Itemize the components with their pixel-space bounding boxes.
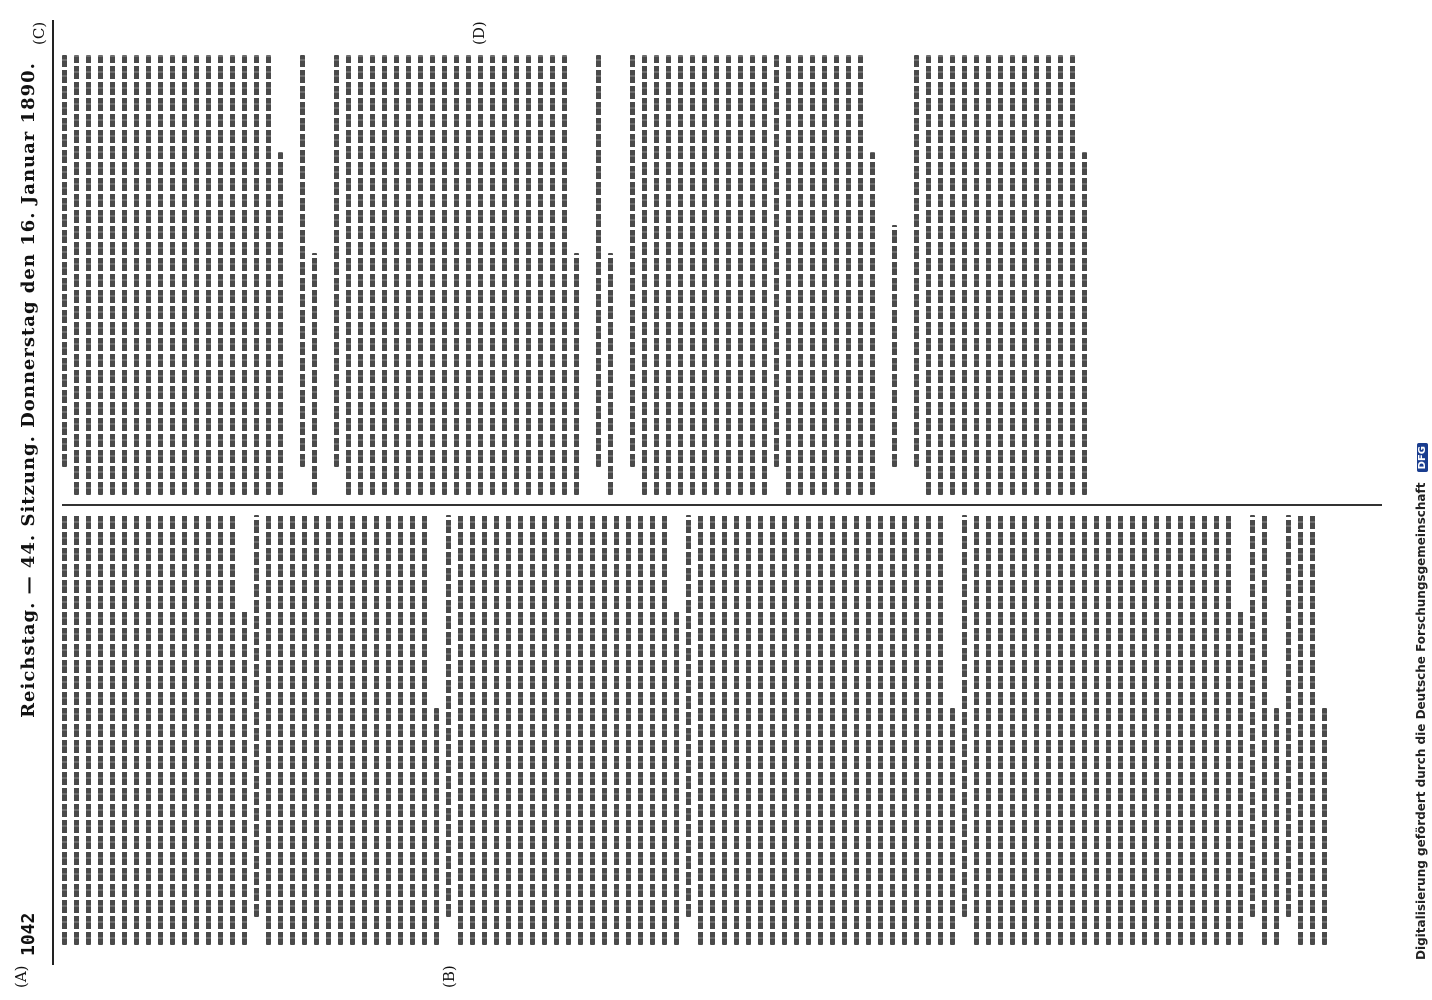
dfg-logo: DFG	[1417, 443, 1428, 472]
column-divider	[62, 504, 1382, 506]
margin-marker-d: (D)	[470, 21, 488, 45]
right-column-text	[62, 55, 1362, 495]
page-header	[18, 0, 48, 1000]
margin-marker-c: (C)	[30, 21, 48, 45]
digitization-footer	[1414, 443, 1428, 960]
running-title: Reichstag. — 44. Sitzung. Donnerstag den 16. Januar 1890.	[18, 62, 39, 718]
margin-marker-b: (B)	[440, 965, 458, 988]
margin-marker-a: (A)	[12, 965, 30, 988]
digitization-note: Digitalisierung gefördert durch die Deutsche Forschungsgemeinschaft	[1414, 482, 1428, 960]
header-rule	[52, 20, 54, 965]
left-column-text	[62, 515, 1362, 945]
page-number: 1042	[18, 912, 39, 956]
